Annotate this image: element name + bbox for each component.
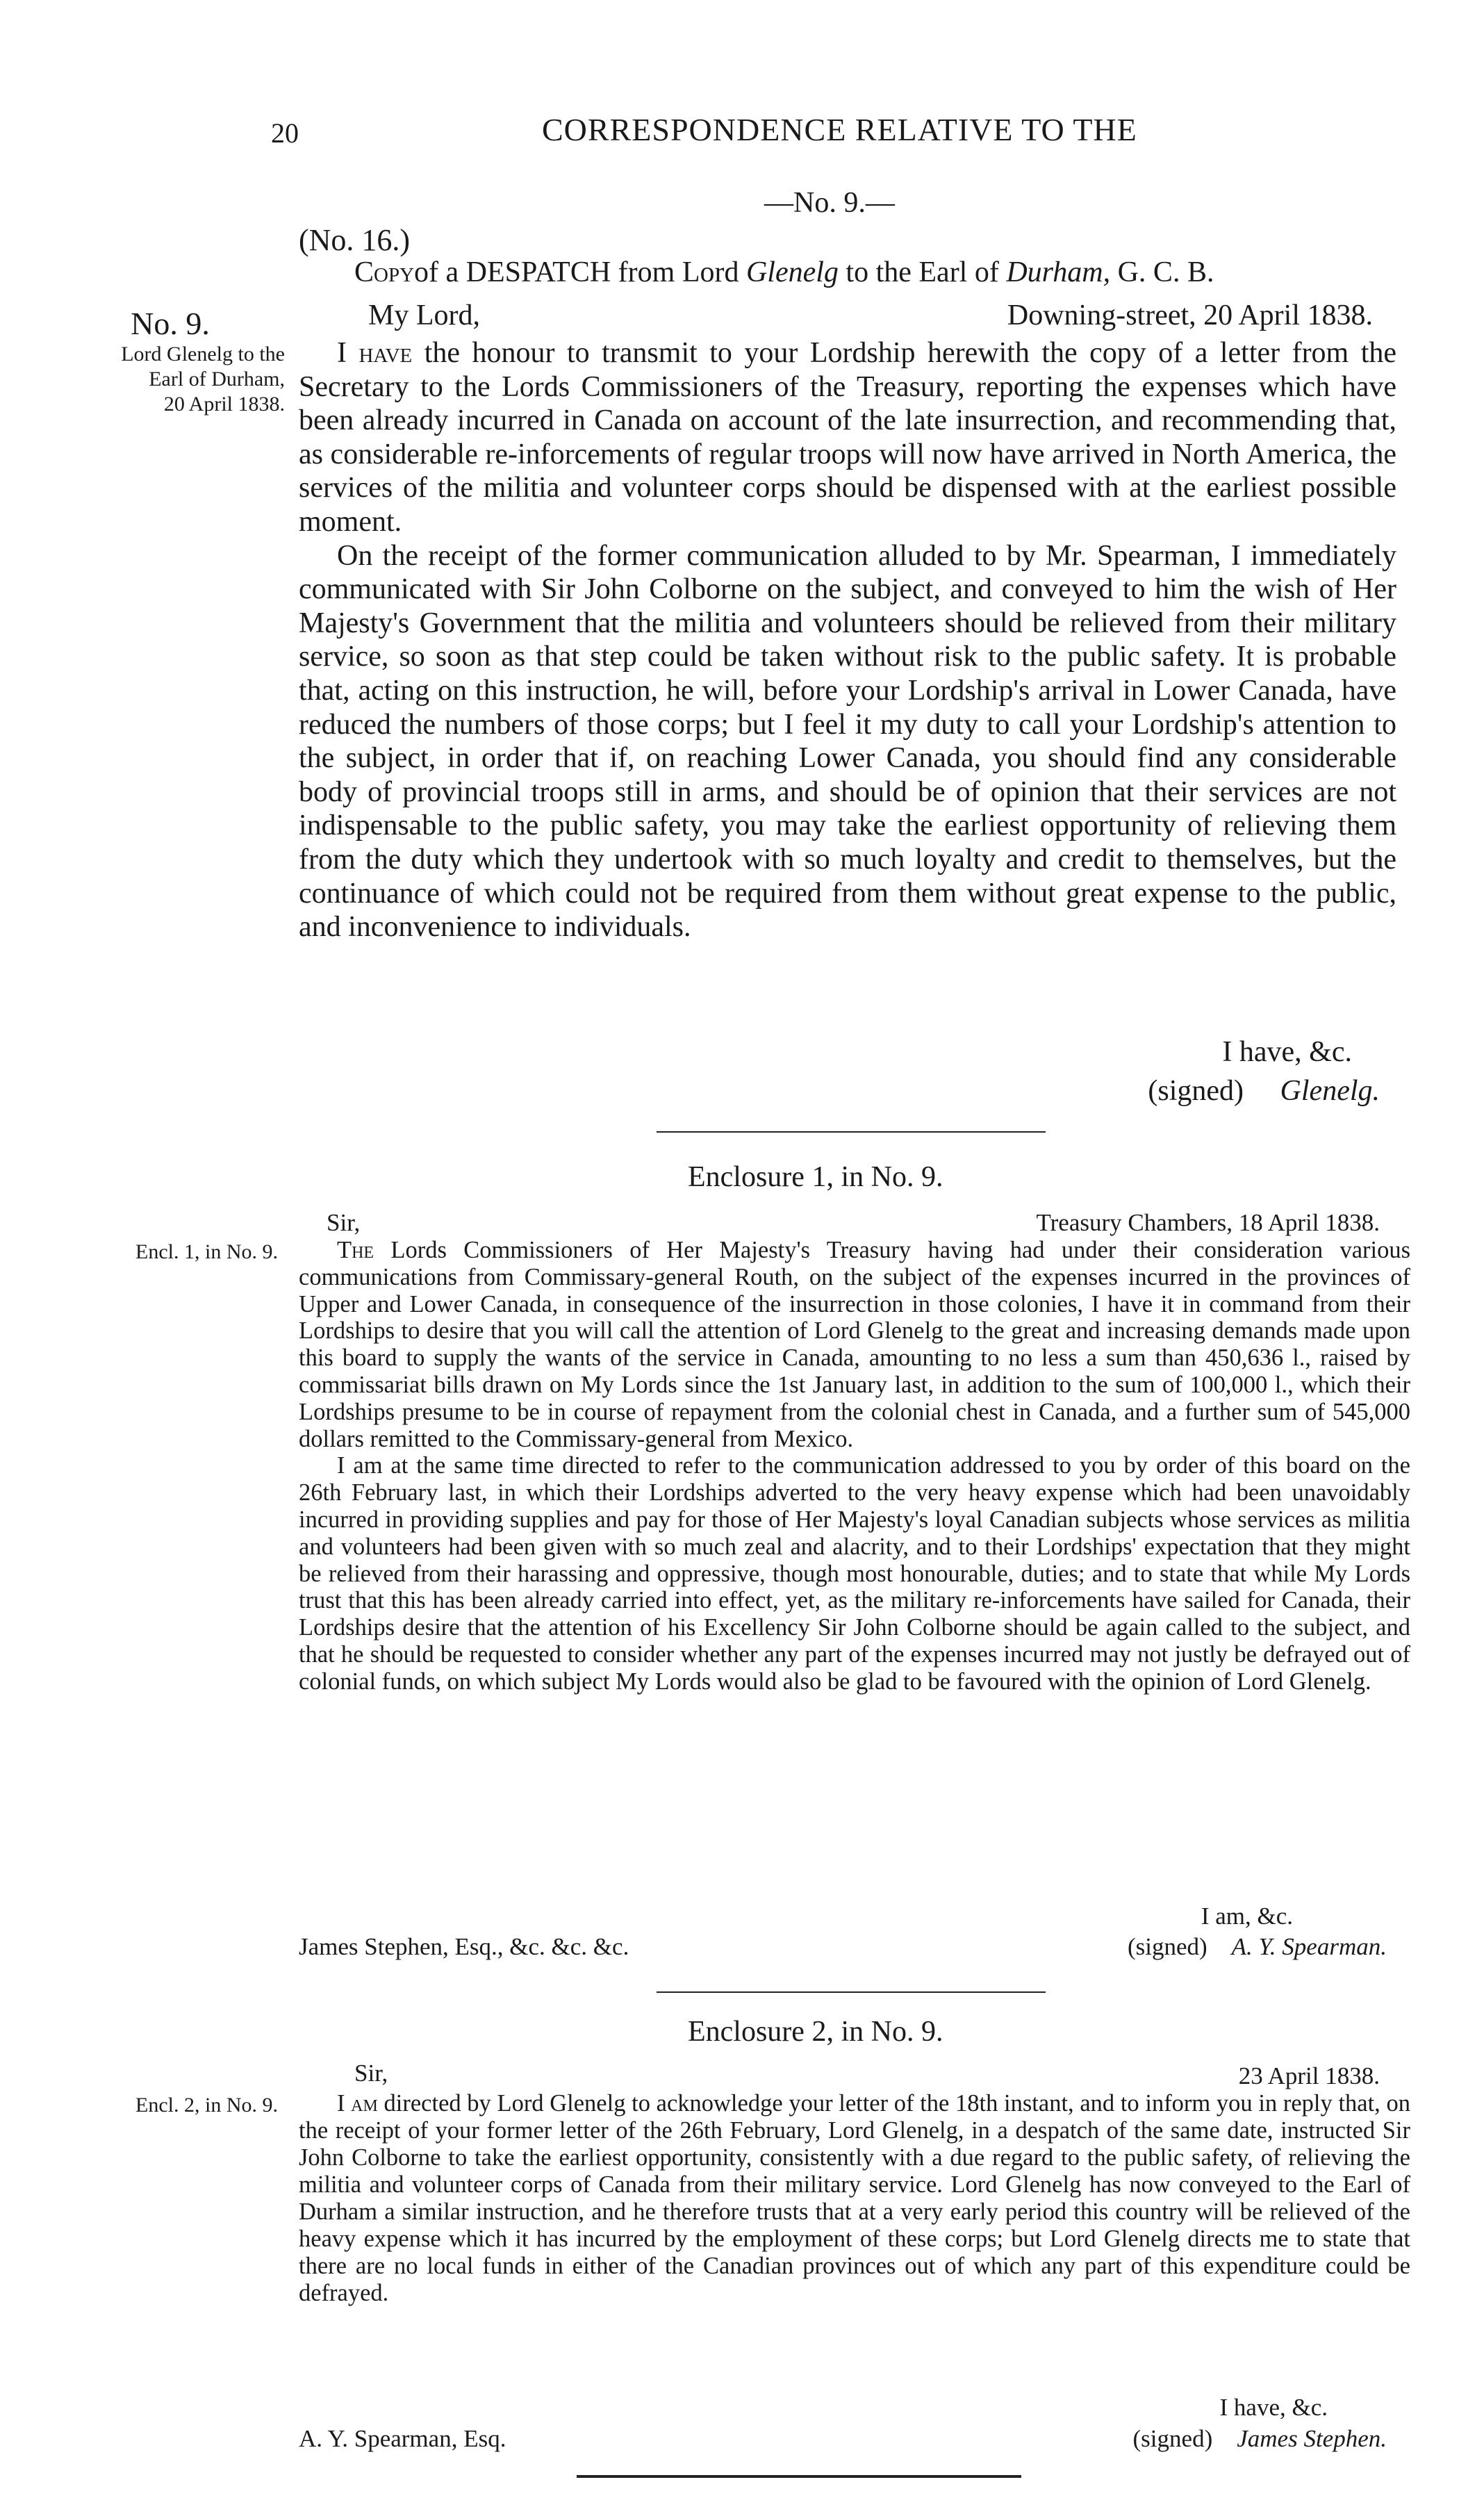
- paragraph: [299, 2090, 1410, 2307]
- running-header: CORRESPONDENCE RELATIVE TO THE: [542, 112, 1137, 147]
- first-word: I am: [337, 2090, 378, 2117]
- enclosure-2-signature-line: [1133, 2425, 1387, 2453]
- enclosure-1-body: [299, 1237, 1410, 1695]
- enclosure-1-salutation: Sir,: [327, 1209, 361, 1236]
- enclosure-1-addressee: James Stephen, Esq., &c. &c. &c.: [299, 1933, 629, 1960]
- despatch-signature-line: [1148, 1074, 1380, 1108]
- despatch-body: [299, 336, 1396, 944]
- paragraph: [299, 336, 1396, 539]
- margin-line: Earl of Durham,: [149, 368, 285, 391]
- enclosure-2-body: [299, 2090, 1410, 2307]
- despatch-salutation: My Lord,: [368, 299, 480, 331]
- despatch-closing: I have, &c.: [1222, 1036, 1352, 1068]
- copy-word: Copy: [354, 256, 415, 288]
- enclosure-1-closing: I am, &c.: [1201, 1903, 1293, 1930]
- end-rule: [577, 2475, 1021, 2478]
- enclosure-2-closing: I have, &c.: [1219, 2394, 1328, 2421]
- divider: [657, 1131, 1046, 1133]
- signature: James Stephen.: [1237, 2425, 1387, 2452]
- paragraph: I am at the same time directed to refer to the communication addressed to you by order of this board on the 26th February last, in which their Lordships adverted to the very heavy expense which had been unavoidably incurred in providing supplies and pay for those of Her Majesty's loyal Canadian subjects whose services as militia and volunteers had been given with so much zeal and alacrity, and to their Lordships' expectation that they might be relieved from their harassing and oppressive, though most honourable, duties; and to state that while My Lords trust that this has been already carried into effect, yet, as the military re-inforcements have sailed for Canada, their Lordships desire that the attention of his Excellency Sir John Colborne should be again called to the subject, and that he should be requested to consider whether any part of the expenses incurred may not justly be defrayed out of colonial funds, on which subject My Lords would also be glad to be favoured with the opinion of Lord Glenelg.: [299, 1452, 1410, 1695]
- despatch-heading: [354, 256, 1214, 289]
- enclosure-1-margin-note: Encl. 1, in No. 9.: [135, 1240, 278, 1263]
- to-name: Durham,: [1006, 256, 1111, 288]
- enclosure-1-title: Enclosure 1, in No. 9.: [688, 1161, 943, 1193]
- enclosure-2-salutation: Sir,: [354, 2060, 388, 2087]
- despatch-dateline: Downing-street, 20 April 1838.: [1007, 299, 1373, 331]
- despatch-margin-note: [56, 306, 285, 417]
- divider: [657, 1991, 1046, 1993]
- paragraph: On the receipt of the former communication alluded to by Mr. Spearman, I immediately communicated with Sir John Colborne on the subject, and conveyed to him the wish of Her Majesty's Government that the militia and volunteers should be relieved from their military service, so soon as that step could be taken without risk to the public safety. It is probable that, acting on this instruction, he will, before your Lordship's arrival in Lower Canada, have reduced the numbers of those corps; but I feel it my duty to call your Lordship's attention to the subject, in order that if, on reaching Lower Canada, you should find any considerable body of provincial troops still in arms, and should be of opinion that their services are not indispensable to the public safety, you may take the earliest opportunity of relieving them from the duty which they undertook with so much loyalty and credit to themselves, but the continuance of which could not be required from them without great expense to the public, and inconvenience to individuals.: [299, 539, 1396, 944]
- paragraph-text: Lords Commissioners of Her Majesty's Treasury having had under their consideration various communications from Commissary-general Routh, on the subject of the expenses incurred in the provinces of Upper and Lower Canada, in consequence of the insurrection in those colonies, I have it in command from their Lordships to desire that you will call the attention of Lord Glenelg to the great and increasing demands made upon this board to supply the wants of the service in Canada, amounting to no less a sum than 450,636 l., raised by commissariat bills drawn on My Lords since the 1st January last, in addition to the sum of 100,000 l., which their Lordships presume to be in course of repayment from the colonial chest in Canada, and a further sum of 545,000 dollars remitted to the Commissary-general from Mexico.: [299, 1237, 1411, 1452]
- margin-number: No. 9.: [131, 306, 210, 341]
- enclosure-1-signature-line: [1128, 1933, 1387, 1961]
- heading-part-3: G. C. B.: [1110, 256, 1214, 288]
- margin-line: 20 April 1838.: [163, 393, 285, 416]
- signed-label: (signed): [1127, 1933, 1207, 1960]
- enclosure-2-dateline: 23 April 1838.: [1238, 2062, 1380, 2089]
- paragraph-text: directed by Lord Glenelg to acknowledge your letter of the 18th instant, and to inform you in reply that, on the receipt of your former letter of the 26th February, Lord Glenelg, in a despatch of the same date, instructed Sir John Colborne to take the earliest opportunity, consistently with a due regard to the public safety, of relieving the militia and volunteer corps of Canada from their military service. Lord Glenelg has now conveyed to the Earl of Durham a similar instruction, and he therefore trusts that at a very early period this country will be relieved of the heavy expense which it has incurred by the employment of these corps; but Lord Glenelg directs me to state that there are no local funds in either of the Canadian provinces out of which any part of this expenditure could be defrayed.: [299, 2090, 1410, 2306]
- despatch-number: (No. 16.): [299, 223, 411, 257]
- enclosure-2-title: Enclosure 2, in No. 9.: [688, 2016, 943, 2048]
- enclosure-2-margin-note: Encl. 2, in No. 9.: [135, 2094, 278, 2117]
- section-number: —No. 9.—: [764, 187, 895, 219]
- from-name: Glenelg: [745, 256, 839, 288]
- page-number: 20: [271, 117, 299, 149]
- heading-part-2: to the Earl of: [838, 256, 1007, 288]
- signed-label: (signed): [1148, 1075, 1244, 1107]
- paragraph-text: the honour to transmit to your Lordship herewith the copy of a letter from the Secretary to the Lords Commissioners of the Treasury, reporting the expenses which have been already incurred in Canada on account of the late insurrection, and recommending that, as considerable re-inforcements of regular troops will now have arrived in North America, the services of the militia and volunteer corps should be dispensed with at the earliest possible moment.: [299, 337, 1397, 538]
- signature: Glenelg.: [1280, 1075, 1380, 1107]
- margin-line: Lord Glenelg to the: [121, 343, 285, 365]
- paragraph: [299, 1237, 1410, 1452]
- first-word: I have: [337, 337, 413, 369]
- first-word: The: [337, 1237, 374, 1263]
- heading-part-1: of a DESPATCH from Lord: [414, 256, 746, 288]
- enclosure-2-addressee: A. Y. Spearman, Esq.: [299, 2425, 506, 2452]
- signature: A. Y. Spearman.: [1231, 1933, 1387, 1960]
- signed-label: (signed): [1132, 2425, 1213, 2452]
- enclosure-1-dateline: Treasury Chambers, 18 April 1838.: [1036, 1209, 1380, 1236]
